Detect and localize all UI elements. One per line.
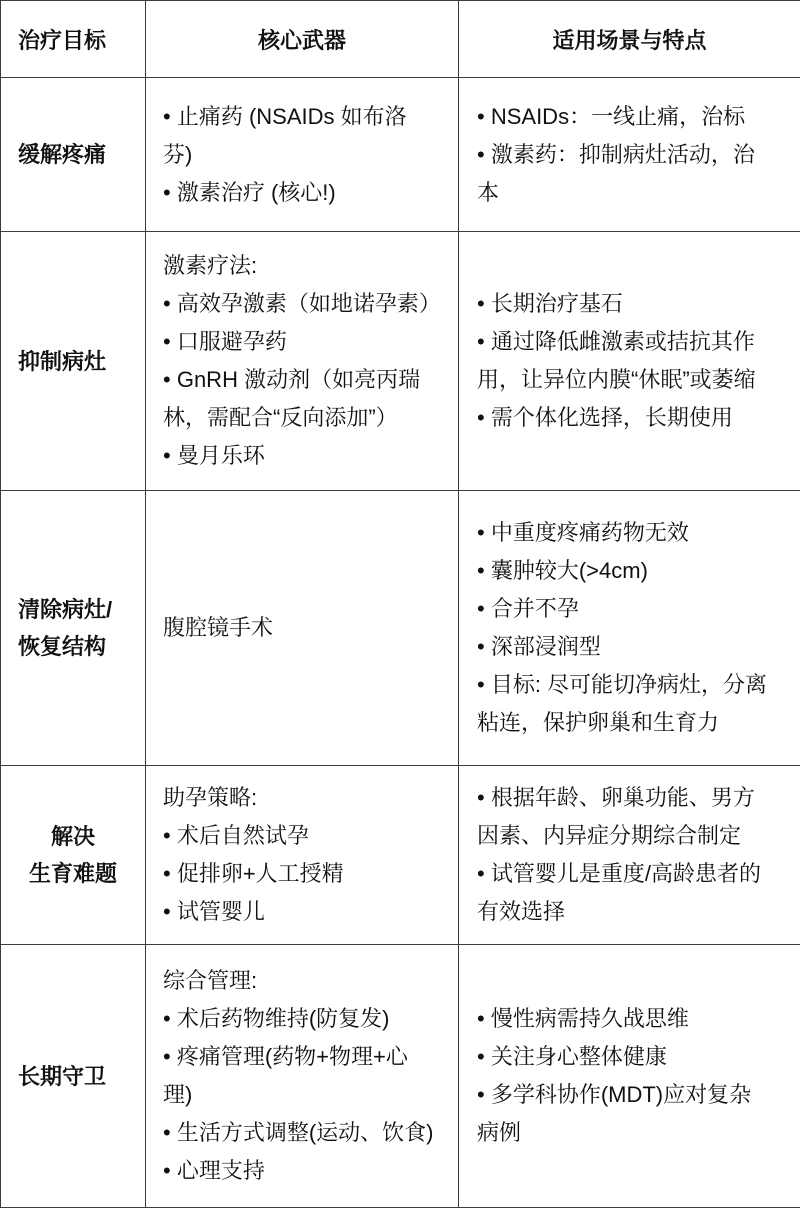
weapons-intro-line: 腹腔镜手术 — [163, 615, 274, 640]
weapons-bullet-item: • GnRH 激动剂（如亮丙瑞林，需配合“反向添加”） — [163, 361, 434, 437]
weapons-bullet-item: • 心理支持 — [163, 1152, 434, 1190]
features-bullet-item: • 目标: 尽可能切净病灶，分离粘连，保护卵巢和生育力 — [477, 666, 772, 742]
goal-line: 抑制病灶 — [18, 348, 107, 374]
goal-line: 清除病灶/ — [18, 597, 113, 622]
weapons-bullet-item: • 生活方式调整(运动、饮食) — [163, 1114, 434, 1152]
goal-line: 长期守卫 — [18, 1063, 107, 1089]
table-row — [1, 232, 800, 491]
weapons-intro-line: 综合管理: — [163, 968, 258, 993]
features-cell — [459, 232, 800, 491]
features-cell — [459, 78, 800, 232]
goal-line: 恢复结构 — [18, 634, 107, 659]
weapons-intro-line: 助孕策略: — [163, 785, 258, 810]
weapons-cell — [146, 491, 459, 766]
goal-cell — [1, 491, 146, 766]
goal-line: 缓解疼痛 — [18, 142, 107, 167]
features-bullet-item: • 激素药：抑制病灶活动，治本 — [477, 136, 772, 212]
features-bullet-item: • 长期治疗基石 — [477, 285, 772, 323]
weapons-cell — [146, 945, 459, 1208]
weapons-bullet-item: • 术后自然试孕 — [163, 817, 434, 855]
goal-cell — [1, 766, 146, 945]
features-bullet-item: • 关注身心整体健康 — [477, 1038, 772, 1076]
goal-cell — [1, 232, 146, 491]
header-weapons: 核心武器 — [146, 1, 459, 78]
features-cell — [459, 491, 800, 766]
table-header — [1, 1, 800, 78]
header-goal: 治疗目标 — [1, 1, 146, 78]
weapons-bullet-item: • 疼痛管理(药物+物理+心理) — [163, 1038, 434, 1114]
features-bullet-item: • 试管婴儿是重度/高龄患者的有效选择 — [477, 855, 772, 931]
table-row — [1, 766, 800, 945]
features-cell — [459, 945, 800, 1208]
features-bullet-item: • 根据年龄、卵巢功能、男方因素、内异症分期综合制定 — [477, 779, 772, 855]
weapons-cell — [146, 232, 459, 491]
table-body — [1, 78, 800, 1208]
goal-line: 解决 — [50, 824, 95, 849]
weapons-intro-line: 激素疗法: — [163, 253, 258, 278]
features-bullet-item: • 通过降低雌激素或拮抗其作用，让异位内膜“休眠”或萎缩 — [477, 323, 772, 399]
goal-cell — [1, 78, 146, 232]
weapons-cell — [146, 766, 459, 945]
table-row — [1, 78, 800, 232]
features-bullet-item: • 中重度疼痛药物无效 — [477, 514, 772, 552]
features-cell — [459, 766, 800, 945]
goal-cell — [1, 945, 146, 1208]
features-bullet-item: • 多学科协作(MDT)应对复杂病例 — [477, 1076, 772, 1152]
header-row — [1, 1, 800, 78]
weapons-bullet-item: • 术后药物维持(防复发) — [163, 1000, 434, 1038]
weapons-bullet-item: • 激素治疗 (核心!) — [163, 174, 434, 212]
features-bullet-item: • 需个体化选择，长期使用 — [477, 399, 772, 437]
weapons-bullet-item: • 口服避孕药 — [163, 323, 434, 361]
features-bullet-item: • 慢性病需持久战思维 — [477, 1000, 772, 1038]
features-bullet-item: • 深部浸润型 — [477, 628, 772, 666]
weapons-bullet-item: • 试管婴儿 — [163, 893, 434, 931]
header-features: 适用场景与特点 — [459, 1, 800, 78]
features-bullet-item: • 囊肿较大(>4cm) — [477, 552, 772, 590]
weapons-bullet-item: • 高效孕激素（如地诺孕素） — [163, 285, 434, 323]
table-row — [1, 491, 800, 766]
features-bullet-item: • NSAIDs：一线止痛，治标 — [477, 98, 772, 136]
weapons-bullet-item: • 促排卵+人工授精 — [163, 855, 434, 893]
weapons-bullet-item: • 曼月乐环 — [163, 437, 434, 475]
features-bullet-item: • 合并不孕 — [477, 590, 772, 628]
weapons-cell — [146, 78, 459, 232]
table-row — [1, 945, 800, 1208]
goal-line: 生育难题 — [28, 861, 117, 886]
weapons-bullet-item: • 止痛药 (NSAIDs 如布洛芬) — [163, 98, 434, 174]
